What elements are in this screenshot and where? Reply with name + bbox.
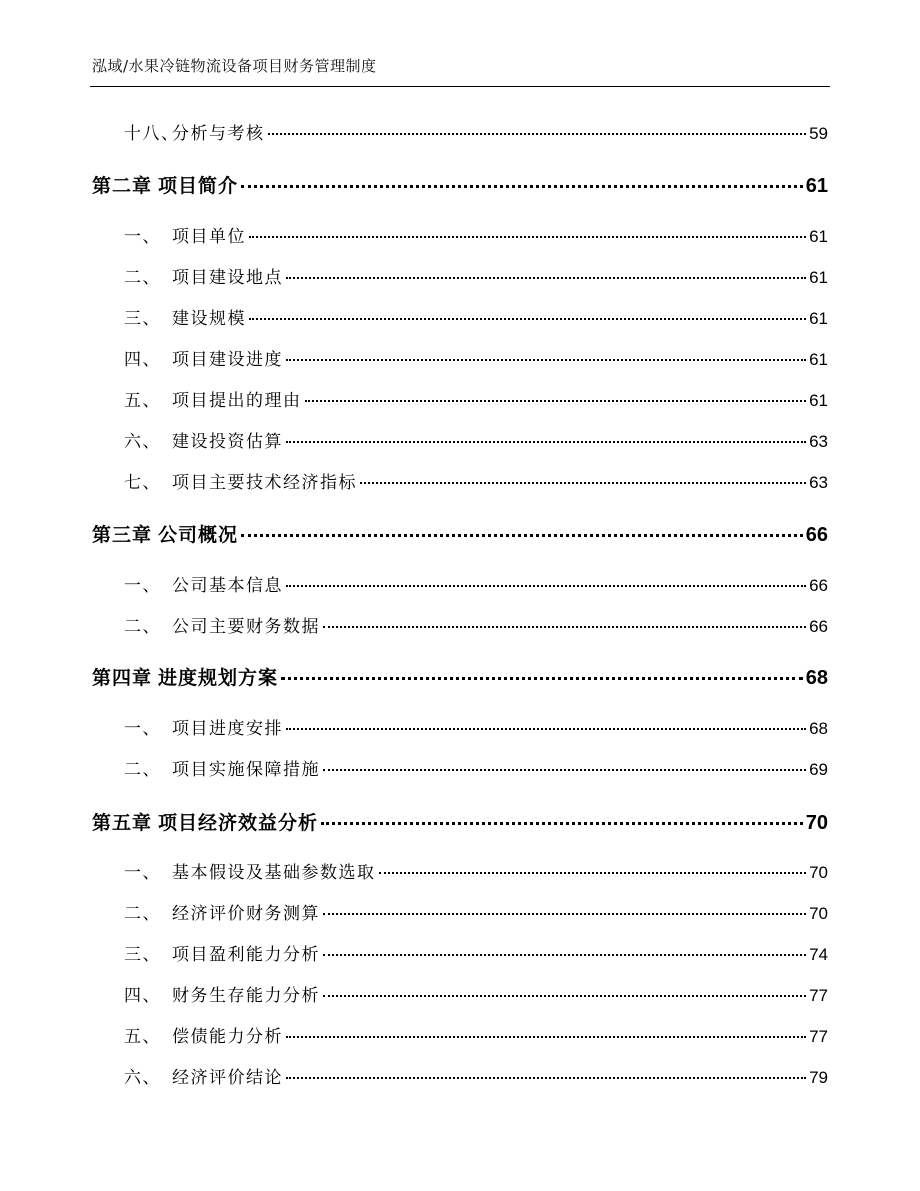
section-number: 六、 <box>124 1068 161 1088</box>
dot-leader <box>323 954 806 956</box>
section-title: 偿债能力分析 <box>172 1027 283 1047</box>
chapter-number: 第五章 <box>92 812 153 834</box>
toc-section-entry[interactable] <box>0 349 920 371</box>
page-number: 77 <box>809 1027 828 1046</box>
toc-chapter-entry[interactable] <box>0 810 920 836</box>
dot-leader <box>323 913 806 915</box>
section-title: 项目建设地点 <box>172 268 283 288</box>
chapter-number: 第三章 <box>92 524 153 546</box>
page-number: 70 <box>809 863 828 882</box>
page-number: 61 <box>809 268 828 287</box>
dot-leader <box>321 822 803 825</box>
toc-section-entry[interactable] <box>0 472 920 494</box>
toc-section-entry[interactable] <box>0 390 920 412</box>
page-number: 68 <box>809 719 828 738</box>
dot-leader <box>241 185 803 188</box>
dot-leader <box>323 995 806 997</box>
dot-leader <box>286 1077 806 1079</box>
dot-leader <box>323 626 806 628</box>
toc-section-entry[interactable] <box>0 123 920 145</box>
dot-leader <box>249 236 806 238</box>
toc-section-entry[interactable] <box>0 431 920 453</box>
section-title: 项目建设进度 <box>172 350 283 370</box>
section-number: 三、 <box>124 309 161 329</box>
chapter-title: 公司概况 <box>158 524 239 546</box>
section-number: 五、 <box>124 391 161 411</box>
section-number: 一、 <box>124 576 161 596</box>
page-number: 77 <box>809 986 828 1005</box>
dot-leader <box>241 534 803 537</box>
toc-section-entry[interactable] <box>0 226 920 248</box>
toc-section-entry[interactable] <box>0 985 920 1007</box>
dot-leader <box>286 441 806 443</box>
page-number: 69 <box>809 760 828 779</box>
page-number: 66 <box>809 617 828 636</box>
page-number: 66 <box>809 576 828 595</box>
section-title: 公司基本信息 <box>172 576 283 596</box>
dot-leader <box>268 133 807 135</box>
dot-leader <box>379 872 807 874</box>
section-title: 建设投资估算 <box>172 432 283 452</box>
section-number: 二、 <box>124 904 161 924</box>
toc-section-entry[interactable] <box>0 616 920 638</box>
section-number: 六、 <box>124 432 161 452</box>
section-number: 二、 <box>124 760 161 780</box>
toc-section-entry[interactable] <box>0 1026 920 1048</box>
section-number: 一、 <box>124 719 161 739</box>
dot-leader <box>305 400 807 402</box>
section-number: 一、 <box>124 227 161 247</box>
toc-chapter-entry[interactable] <box>0 173 920 199</box>
page-number: 70 <box>809 904 828 923</box>
dot-leader <box>249 318 806 320</box>
page-number: 63 <box>809 432 828 451</box>
toc-section-entry[interactable] <box>0 903 920 925</box>
section-title: 项目进度安排 <box>172 719 283 739</box>
dot-leader <box>286 585 806 587</box>
toc-section-entry[interactable] <box>0 759 920 781</box>
section-number: 四、 <box>124 986 161 1006</box>
section-number: 一、 <box>124 863 161 883</box>
page-number: 70 <box>805 812 828 834</box>
section-number: 二、 <box>124 617 161 637</box>
toc-section-entry[interactable] <box>0 575 920 597</box>
dot-leader <box>360 482 806 484</box>
page-number: 59 <box>809 124 828 143</box>
toc-section-entry[interactable] <box>0 944 920 966</box>
toc-section-entry[interactable] <box>0 308 920 330</box>
page-number: 61 <box>809 227 828 246</box>
page-number: 63 <box>809 473 828 492</box>
page-number: 79 <box>809 1068 828 1087</box>
section-title: 建设规模 <box>172 309 246 329</box>
dot-leader <box>286 1036 806 1038</box>
section-title: 经济评价结论 <box>172 1068 283 1088</box>
chapter-title: 进度规划方案 <box>158 667 279 689</box>
dot-leader <box>286 728 806 730</box>
page-number: 61 <box>809 309 828 328</box>
toc-section-entry[interactable] <box>0 1067 920 1089</box>
section-number: 十八、 <box>124 124 180 144</box>
chapter-title: 项目简介 <box>158 175 239 197</box>
chapter-number: 第二章 <box>92 175 153 197</box>
toc-section-entry[interactable] <box>0 267 920 289</box>
dot-leader <box>281 677 803 680</box>
dot-leader <box>323 769 806 771</box>
section-title: 财务生存能力分析 <box>172 986 320 1006</box>
section-title: 基本假设及基础参数选取 <box>172 863 376 883</box>
page-number: 61 <box>805 175 828 197</box>
section-title: 项目盈利能力分析 <box>172 945 320 965</box>
section-number: 三、 <box>124 945 161 965</box>
dot-leader <box>286 359 806 361</box>
chapter-number: 第四章 <box>92 667 153 689</box>
page-number: 61 <box>809 391 828 410</box>
page-number: 74 <box>809 945 828 964</box>
section-number: 四、 <box>124 350 161 370</box>
page-number: 68 <box>805 667 828 689</box>
section-number: 二、 <box>124 268 161 288</box>
section-title: 分析与考核 <box>172 124 265 144</box>
toc-chapter-entry[interactable] <box>0 522 920 548</box>
page-number: 61 <box>809 350 828 369</box>
section-title: 项目主要技术经济指标 <box>172 473 357 493</box>
section-title: 项目提出的理由 <box>172 391 302 411</box>
section-title: 经济评价财务测算 <box>172 904 320 924</box>
toc-section-entry[interactable] <box>0 862 920 884</box>
page-number: 66 <box>805 524 828 546</box>
section-number: 七、 <box>124 473 161 493</box>
toc-section-entry[interactable] <box>0 718 920 740</box>
section-title: 项目单位 <box>172 227 246 247</box>
toc-chapter-entry[interactable] <box>0 665 920 691</box>
section-number: 五、 <box>124 1027 161 1047</box>
page-header: 泓域/水果冷链物流设备项目财务管理制度 <box>92 57 377 75</box>
section-title: 项目实施保障措施 <box>172 760 320 780</box>
chapter-title: 项目经济效益分析 <box>158 812 319 834</box>
dot-leader <box>286 277 806 279</box>
section-title: 公司主要财务数据 <box>172 617 320 637</box>
